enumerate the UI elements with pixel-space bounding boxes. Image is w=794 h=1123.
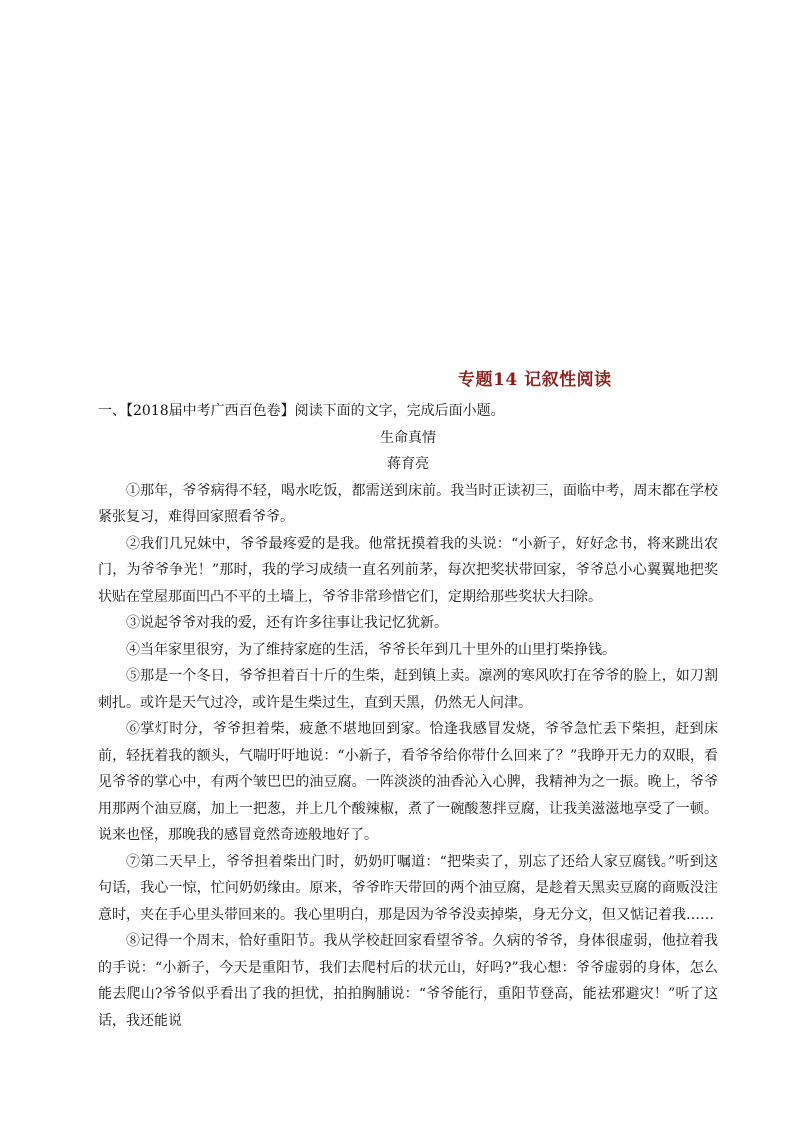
question-intro: 一、【2018届中考广西百色卷】阅读下面的文字，完成后面小题。: [98, 403, 505, 419]
article-author: 蒋育亮: [387, 456, 429, 472]
paragraph: ⑧记得一个周末，恰好重阳节。我从学校赶回家看望爷爷。久病的爷爷，身体很虚弱，他拉着我的手说：“小新子，今天是重阳节，我们去爬村后的状元山，好吗?”我心想：爷爷虚弱的身体，怎么能去爬山?爷爷似乎看出了我的担忧，拍拍胸脯说：“爷爷能行，重阳节登高，能祛邪避灾！”听了这话，我还能说: [98, 933, 718, 1029]
paragraph: ①那年，爷爷病得不轻，喝水吃饭，都需送到床前。我当时正读初三，面临中考，周末都在学校紧张复习，难得回家照看爷爷。: [98, 482, 718, 525]
article-title: 生命真情: [380, 429, 436, 446]
page-title: 专题14 记叙性阅读: [458, 370, 612, 390]
paragraph: ④当年家里很穷，为了维持家庭的生活，爷爷长年到几十里外的山里打柴挣钱。: [126, 641, 616, 658]
document-body: [98, 398, 718, 1034]
paragraph: ⑥掌灯时分，爷爷担着柴，疲惫不堪地回到家。恰逢我感冒发烧，爷爷急忙丢下柴担，赶到床前，轻抚着我的额头，气喘吁吁地说：“小新子，看爷爷给你带什么回来了？”我睁开无力的双眼，看见爷爷的掌心中，有两个皱巴巴的油豆腐。一阵淡淡的油香沁入心脾，我精神为之一振。晚上，爷爷用那两个油豆腐，加上一把葱，并上几个酸辣椒，煮了一碗酸葱拌豆腐，让我美滋滋地享受了一顿。说来也怪，那晚我的感冒竟然奇迹般地好了。: [98, 721, 718, 843]
paragraph: ③说起爷爷对我的爱，还有许多往事让我记忆犹新。: [126, 615, 448, 631]
paragraph: ⑦第二天早上，爷爷担着柴出门时，奶奶叮嘱道：“把柴卖了，别忘了还给人家豆腐钱。”听到这句话，我心一惊，忙问奶奶缘由。原来，爷爷昨天带回的两个油豆腐，是趁着天黑卖豆腐的商贩没注意时，夹在手心里头带回来的。我心里明白，那是因为爷爷没卖掉柴，身无分文，但又惦记着我……: [98, 853, 718, 923]
paragraph: ⑤那是一个冬日，爷爷担着百十斤的生柴，赶到镇上卖。凛冽的寒风吹打在爷爷的脸上，如刀割刺扎。或许是天气过冷，或许是生柴过生，直到天黑，仍然无人问津。: [98, 668, 718, 711]
paragraph: ②我们几兄妹中，爷爷最疼爱的是我。他常抚摸着我的头说：“小新子，好好念书，将来跳出农门，为爷爷争光！”那时，我的学习成绩一直名列前茅，每次把奖状带回家，爷爷总小心翼翼地把奖状贴在堂屋那面凹凸不平的土墙上，爷爷非常珍惜它们，定期给那些奖状大扫除。: [98, 535, 718, 605]
